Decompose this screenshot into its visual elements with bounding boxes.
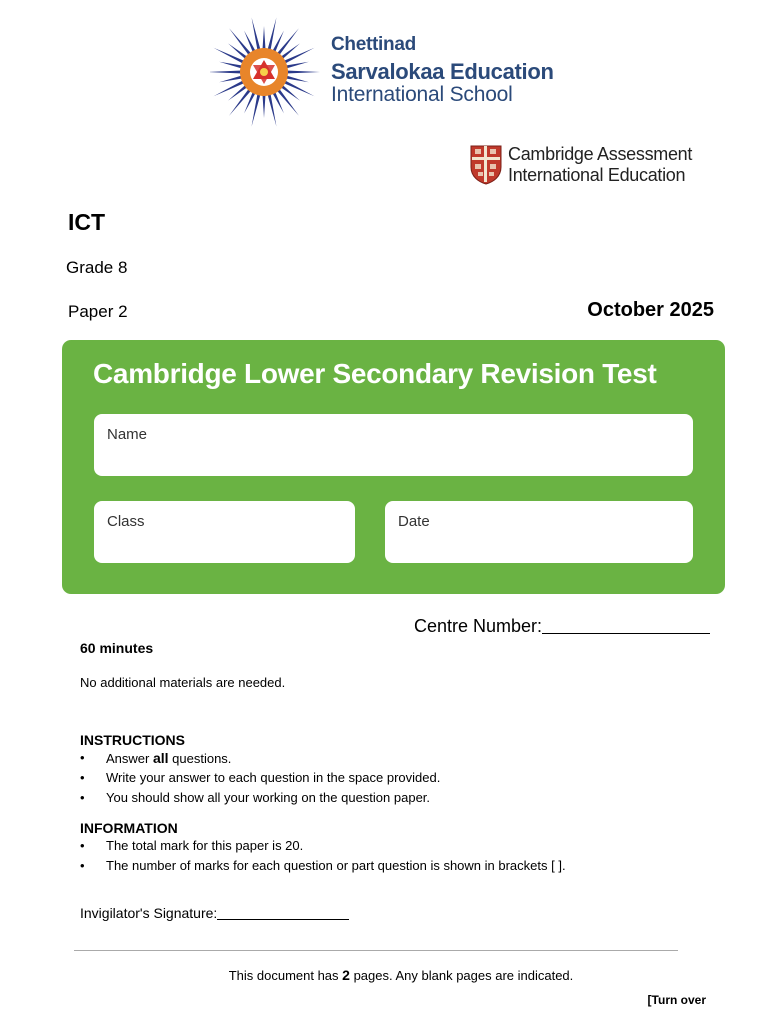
name-field[interactable]	[94, 414, 693, 476]
sun-ray	[214, 80, 245, 96]
instructions-heading: INSTRUCTIONS	[80, 732, 185, 748]
invigilator-label: Invigilator's Signature:	[80, 905, 218, 921]
sun-ray	[276, 28, 298, 56]
list-item: • You should show all your working on the question paper.	[80, 788, 440, 808]
cambridge-logo	[470, 142, 710, 190]
sun-ray	[252, 17, 261, 51]
instruction-1-post: questions.	[168, 751, 232, 766]
date-field[interactable]	[385, 501, 693, 563]
school-name-line3: International School	[331, 83, 513, 106]
sun-ray	[210, 70, 242, 73]
sun-ray	[252, 93, 261, 127]
sun-ray	[285, 75, 309, 82]
cambridge-name-line2: International Education	[508, 165, 686, 185]
list-item: • The number of marks for each question or part question is shown in brackets [ ].	[80, 856, 566, 876]
list-item: • Write your answer to each question in the space provided.	[80, 768, 440, 788]
sun-ray	[283, 80, 314, 96]
page-count-pre: This document has	[228, 968, 343, 983]
sun-ray	[219, 75, 243, 82]
information-heading: INFORMATION	[80, 820, 178, 836]
page-count-number: 2	[342, 967, 350, 983]
sun-ray	[267, 17, 276, 51]
invigilator-signature	[80, 905, 349, 921]
cambridge-name-line1: Cambridge Assessment	[508, 144, 693, 164]
sun-ray	[219, 62, 243, 69]
information-list	[80, 836, 566, 876]
centre-number-line[interactable]	[542, 615, 710, 634]
sun-ray	[229, 28, 251, 56]
name-field-label: Name	[107, 426, 148, 443]
page-count-note	[0, 967, 768, 983]
page-count-post: pages. Any blank pages are indicated.	[349, 968, 574, 983]
sun-ray	[262, 26, 265, 50]
instruction-1-emphasis: all	[152, 750, 169, 766]
class-field-label: Class	[107, 513, 145, 530]
turn-over-note: [Turn over	[647, 993, 706, 1007]
school-name-line1: Chettinad	[331, 34, 416, 55]
instructions-list	[80, 748, 440, 808]
school-name-line2: Sarvalokaa Education	[331, 59, 554, 84]
centre-number-label: Centre Number:	[414, 616, 543, 636]
instruction-1-pre: Answer	[106, 751, 153, 766]
sun-ray	[286, 70, 320, 73]
exam-date: October 2025	[587, 299, 714, 321]
materials-note: No additional materials are needed.	[80, 675, 286, 690]
sun-ray	[262, 94, 265, 118]
list-item: • The total mark for this paper is 20.	[80, 836, 566, 856]
banner-title: Cambridge Lower Secondary Revision Test	[93, 358, 657, 389]
sun-ray	[276, 88, 298, 116]
school-logo	[210, 10, 554, 138]
class-field[interactable]	[94, 501, 355, 563]
invigilator-signature-line[interactable]	[217, 905, 349, 920]
emblem-center	[260, 68, 268, 76]
sun-ray	[229, 88, 251, 116]
sun-ray	[214, 48, 245, 64]
subject-title: ICT	[68, 209, 106, 235]
date-field-label: Date	[398, 513, 430, 530]
cambridge-shield-icon	[470, 145, 502, 185]
duration: 60 minutes	[80, 640, 154, 656]
test-banner	[62, 340, 725, 594]
sun-ray	[283, 48, 314, 64]
grade-label: Grade 8	[66, 258, 128, 277]
list-item	[80, 748, 440, 768]
centre-number	[414, 615, 710, 637]
paper-label: Paper 2	[68, 302, 128, 321]
school-sun-emblem-icon	[210, 10, 320, 138]
sun-ray	[285, 62, 309, 69]
footer-divider	[74, 950, 678, 951]
sun-ray	[267, 93, 276, 127]
